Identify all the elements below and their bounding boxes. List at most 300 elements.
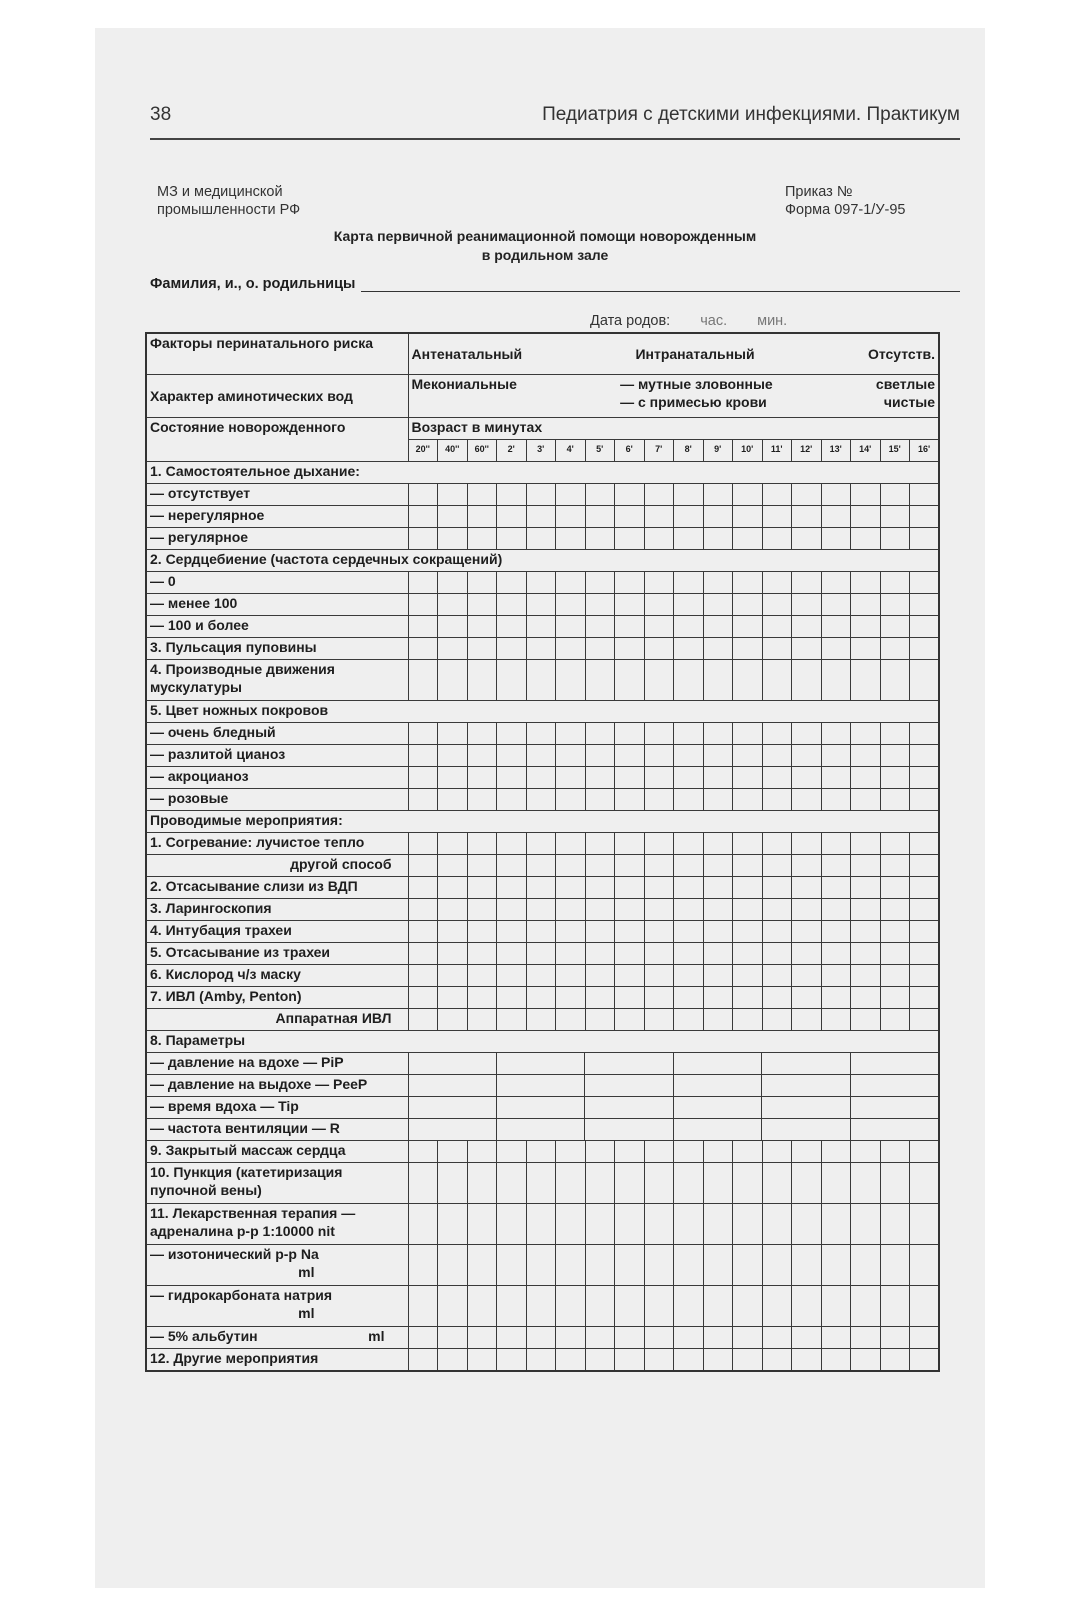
- grid-cell[interactable]: [851, 1163, 881, 1204]
- grid-cell[interactable]: [585, 572, 615, 594]
- grid-cell[interactable]: [821, 1163, 851, 1204]
- grid-cell[interactable]: [467, 877, 497, 899]
- grid-cell[interactable]: [526, 1009, 556, 1031]
- grid-cell[interactable]: [880, 1009, 910, 1031]
- grid-cell[interactable]: [438, 987, 468, 1009]
- grid-cell[interactable]: [408, 767, 438, 789]
- grid-cell[interactable]: [733, 572, 763, 594]
- grid-cell[interactable]: [762, 660, 792, 701]
- grid-cell[interactable]: [851, 745, 881, 767]
- grid-cell[interactable]: [438, 1286, 468, 1327]
- grid-cell[interactable]: [703, 877, 733, 899]
- grid-cell[interactable]: [703, 528, 733, 550]
- grid-cell[interactable]: [497, 1327, 527, 1349]
- grid-cell[interactable]: [467, 767, 497, 789]
- grid-cell[interactable]: [467, 789, 497, 811]
- grid-cell[interactable]: [438, 745, 468, 767]
- grid-cell[interactable]: [467, 833, 497, 855]
- grid-cell[interactable]: [703, 638, 733, 660]
- grid-cell[interactable]: [703, 506, 733, 528]
- grid-cell[interactable]: [526, 594, 556, 616]
- grid-cell[interactable]: [703, 723, 733, 745]
- grid-cell[interactable]: [438, 1141, 468, 1163]
- grid-cell[interactable]: [792, 1204, 822, 1245]
- grid-cell[interactable]: [880, 833, 910, 855]
- grid-cell[interactable]: [821, 833, 851, 855]
- grid-cell[interactable]: [467, 943, 497, 965]
- grid-cell[interactable]: [910, 1245, 940, 1286]
- grid-cell[interactable]: [703, 660, 733, 701]
- grid-cell[interactable]: [674, 789, 704, 811]
- grid-cell[interactable]: [703, 1204, 733, 1245]
- grid-cell[interactable]: [762, 943, 792, 965]
- grid-cell[interactable]: [615, 833, 645, 855]
- grid-cell[interactable]: [408, 745, 438, 767]
- grid-cell[interactable]: [821, 1327, 851, 1349]
- grid-cell[interactable]: [851, 638, 881, 660]
- grid-cell[interactable]: [821, 616, 851, 638]
- grid-cell[interactable]: [644, 1163, 674, 1204]
- grid-cell[interactable]: [644, 745, 674, 767]
- grid-cell[interactable]: [851, 1009, 881, 1031]
- grid-cell[interactable]: [408, 594, 438, 616]
- grid-cell[interactable]: [497, 987, 527, 1009]
- grid-cell[interactable]: [556, 723, 586, 745]
- grid-cell[interactable]: [880, 506, 910, 528]
- grid-cell[interactable]: [556, 638, 586, 660]
- grid-cell[interactable]: [438, 528, 468, 550]
- grid-cell[interactable]: [497, 1245, 527, 1286]
- grid-cell[interactable]: [615, 1327, 645, 1349]
- grid-cell[interactable]: [438, 660, 468, 701]
- grid-cell[interactable]: [762, 1204, 792, 1245]
- grid-cell[interactable]: [762, 594, 792, 616]
- grid-cell[interactable]: [910, 660, 940, 701]
- grid-cell[interactable]: [497, 921, 527, 943]
- grid-cell[interactable]: [674, 616, 704, 638]
- grid-cell[interactable]: [585, 1349, 615, 1372]
- grid-cell[interactable]: [615, 987, 645, 1009]
- grid-cell[interactable]: [880, 638, 910, 660]
- grid-cell[interactable]: [644, 1349, 674, 1372]
- grid-cell[interactable]: [526, 789, 556, 811]
- grid-cell[interactable]: [880, 1245, 910, 1286]
- grid-cell[interactable]: [615, 594, 645, 616]
- grid-cell[interactable]: [615, 1204, 645, 1245]
- grid-cell[interactable]: [408, 660, 438, 701]
- grid-cell[interactable]: [762, 484, 792, 506]
- grid-cell[interactable]: [851, 616, 881, 638]
- grid-cell[interactable]: [792, 1163, 822, 1204]
- grid-cell[interactable]: [733, 1245, 763, 1286]
- grid-cell[interactable]: [792, 789, 822, 811]
- grid-cell[interactable]: [556, 506, 586, 528]
- grid-cell[interactable]: [762, 789, 792, 811]
- grid-cell[interactable]: [556, 987, 586, 1009]
- grid-cell[interactable]: [585, 745, 615, 767]
- grid-cell[interactable]: [762, 638, 792, 660]
- grid-cell[interactable]: [497, 594, 527, 616]
- grid-cell[interactable]: [703, 572, 733, 594]
- grid-cell[interactable]: [910, 572, 940, 594]
- grid-cell[interactable]: [674, 943, 704, 965]
- grid-cell[interactable]: [526, 921, 556, 943]
- grid-cell[interactable]: [821, 1349, 851, 1372]
- grid-cell[interactable]: [438, 1009, 468, 1031]
- grid-cell[interactable]: [644, 1286, 674, 1327]
- grid-cell[interactable]: [615, 855, 645, 877]
- grid-cell[interactable]: [497, 1204, 527, 1245]
- grid-cell[interactable]: [821, 594, 851, 616]
- grid-cell[interactable]: [585, 833, 615, 855]
- grid-cell[interactable]: [762, 572, 792, 594]
- grid-cell[interactable]: [792, 528, 822, 550]
- grid-cell[interactable]: [438, 789, 468, 811]
- grid-cell[interactable]: [585, 1009, 615, 1031]
- grid-cell[interactable]: [497, 572, 527, 594]
- grid-cell[interactable]: [556, 484, 586, 506]
- grid-cell[interactable]: [408, 965, 438, 987]
- grid-cell[interactable]: [467, 921, 497, 943]
- grid-cell[interactable]: [792, 594, 822, 616]
- grid-cell[interactable]: [467, 484, 497, 506]
- grid-cell[interactable]: [910, 723, 940, 745]
- grid-cell[interactable]: [880, 594, 910, 616]
- grid-cell[interactable]: [644, 833, 674, 855]
- param-cells[interactable]: [408, 1075, 939, 1097]
- grid-cell[interactable]: [792, 767, 822, 789]
- grid-cell[interactable]: [526, 899, 556, 921]
- grid-cell[interactable]: [585, 528, 615, 550]
- grid-cell[interactable]: [821, 1286, 851, 1327]
- grid-cell[interactable]: [438, 638, 468, 660]
- grid-cell[interactable]: [880, 1286, 910, 1327]
- grid-cell[interactable]: [467, 1163, 497, 1204]
- grid-cell[interactable]: [467, 594, 497, 616]
- grid-cell[interactable]: [526, 833, 556, 855]
- grid-cell[interactable]: [733, 1349, 763, 1372]
- grid-cell[interactable]: [910, 594, 940, 616]
- grid-cell[interactable]: [851, 723, 881, 745]
- grid-cell[interactable]: [851, 987, 881, 1009]
- param-cells[interactable]: [408, 1097, 939, 1119]
- grid-cell[interactable]: [585, 855, 615, 877]
- grid-cell[interactable]: [526, 1141, 556, 1163]
- grid-cell[interactable]: [497, 1141, 527, 1163]
- grid-cell[interactable]: [497, 877, 527, 899]
- grid-cell[interactable]: [644, 572, 674, 594]
- grid-cell[interactable]: [438, 855, 468, 877]
- grid-cell[interactable]: [556, 833, 586, 855]
- grid-cell[interactable]: [733, 616, 763, 638]
- grid-cell[interactable]: [733, 594, 763, 616]
- grid-cell[interactable]: [615, 506, 645, 528]
- grid-cell[interactable]: [733, 723, 763, 745]
- grid-cell[interactable]: [497, 1163, 527, 1204]
- grid-cell[interactable]: [438, 572, 468, 594]
- grid-cell[interactable]: [438, 723, 468, 745]
- grid-cell[interactable]: [880, 484, 910, 506]
- grid-cell[interactable]: [644, 1009, 674, 1031]
- grid-cell[interactable]: [408, 1204, 438, 1245]
- grid-cell[interactable]: [674, 921, 704, 943]
- grid-cell[interactable]: [674, 833, 704, 855]
- grid-cell[interactable]: [615, 484, 645, 506]
- grid-cell[interactable]: [733, 1327, 763, 1349]
- grid-cell[interactable]: [556, 660, 586, 701]
- grid-cell[interactable]: [615, 616, 645, 638]
- grid-cell[interactable]: [674, 1286, 704, 1327]
- grid-cell[interactable]: [408, 943, 438, 965]
- grid-cell[interactable]: [408, 877, 438, 899]
- grid-cell[interactable]: [821, 877, 851, 899]
- grid-cell[interactable]: [910, 943, 940, 965]
- grid-cell[interactable]: [438, 767, 468, 789]
- grid-cell[interactable]: [526, 506, 556, 528]
- grid-cell[interactable]: [556, 921, 586, 943]
- grid-cell[interactable]: [497, 833, 527, 855]
- grid-cell[interactable]: [408, 1327, 438, 1349]
- grid-cell[interactable]: [762, 965, 792, 987]
- grid-cell[interactable]: [438, 616, 468, 638]
- grid-cell[interactable]: [467, 965, 497, 987]
- grid-cell[interactable]: [585, 877, 615, 899]
- grid-cell[interactable]: [733, 877, 763, 899]
- grid-cell[interactable]: [408, 572, 438, 594]
- grid-cell[interactable]: [703, 899, 733, 921]
- grid-cell[interactable]: [703, 767, 733, 789]
- grid-cell[interactable]: [880, 767, 910, 789]
- grid-cell[interactable]: [585, 484, 615, 506]
- grid-cell[interactable]: [733, 855, 763, 877]
- grid-cell[interactable]: [821, 1141, 851, 1163]
- grid-cell[interactable]: [762, 1163, 792, 1204]
- grid-cell[interactable]: [556, 1204, 586, 1245]
- grid-cell[interactable]: [526, 1204, 556, 1245]
- param-cells[interactable]: [408, 1119, 939, 1141]
- grid-cell[interactable]: [703, 1349, 733, 1372]
- grid-cell[interactable]: [733, 660, 763, 701]
- grid-cell[interactable]: [497, 789, 527, 811]
- grid-cell[interactable]: [821, 899, 851, 921]
- grid-cell[interactable]: [644, 723, 674, 745]
- grid-cell[interactable]: [762, 987, 792, 1009]
- grid-cell[interactable]: [851, 660, 881, 701]
- grid-cell[interactable]: [821, 965, 851, 987]
- grid-cell[interactable]: [526, 1245, 556, 1286]
- grid-cell[interactable]: [762, 833, 792, 855]
- grid-cell[interactable]: [556, 1286, 586, 1327]
- grid-cell[interactable]: [762, 899, 792, 921]
- grid-cell[interactable]: [467, 528, 497, 550]
- grid-cell[interactable]: [438, 594, 468, 616]
- grid-cell[interactable]: [497, 1349, 527, 1372]
- grid-cell[interactable]: [556, 1349, 586, 1372]
- grid-cell[interactable]: [556, 528, 586, 550]
- grid-cell[interactable]: [880, 965, 910, 987]
- grid-cell[interactable]: [910, 1286, 940, 1327]
- grid-cell[interactable]: [585, 943, 615, 965]
- grid-cell[interactable]: [703, 616, 733, 638]
- grid-cell[interactable]: [910, 899, 940, 921]
- grid-cell[interactable]: [733, 528, 763, 550]
- grid-cell[interactable]: [674, 767, 704, 789]
- grid-cell[interactable]: [408, 899, 438, 921]
- grid-cell[interactable]: [792, 1245, 822, 1286]
- grid-cell[interactable]: [526, 1349, 556, 1372]
- grid-cell[interactable]: [408, 921, 438, 943]
- grid-cell[interactable]: [408, 1009, 438, 1031]
- grid-cell[interactable]: [526, 1286, 556, 1327]
- grid-cell[interactable]: [438, 1204, 468, 1245]
- grid-cell[interactable]: [585, 638, 615, 660]
- grid-cell[interactable]: [526, 528, 556, 550]
- grid-cell[interactable]: [880, 943, 910, 965]
- grid-cell[interactable]: [821, 921, 851, 943]
- grid-cell[interactable]: [408, 987, 438, 1009]
- grid-cell[interactable]: [851, 899, 881, 921]
- grid-cell[interactable]: [467, 572, 497, 594]
- grid-cell[interactable]: [733, 745, 763, 767]
- grid-cell[interactable]: [438, 899, 468, 921]
- grid-cell[interactable]: [615, 660, 645, 701]
- grid-cell[interactable]: [703, 1245, 733, 1286]
- grid-cell[interactable]: [467, 1245, 497, 1286]
- grid-cell[interactable]: [615, 572, 645, 594]
- grid-cell[interactable]: [585, 1245, 615, 1286]
- grid-cell[interactable]: [644, 1141, 674, 1163]
- grid-cell[interactable]: [644, 1204, 674, 1245]
- grid-cell[interactable]: [526, 572, 556, 594]
- grid-cell[interactable]: [762, 1245, 792, 1286]
- grid-cell[interactable]: [674, 1141, 704, 1163]
- grid-cell[interactable]: [615, 943, 645, 965]
- surname-field[interactable]: [361, 277, 960, 292]
- grid-cell[interactable]: [674, 987, 704, 1009]
- grid-cell[interactable]: [703, 855, 733, 877]
- grid-cell[interactable]: [762, 1286, 792, 1327]
- grid-cell[interactable]: [821, 723, 851, 745]
- grid-cell[interactable]: [408, 616, 438, 638]
- grid-cell[interactable]: [851, 965, 881, 987]
- grid-cell[interactable]: [821, 638, 851, 660]
- grid-cell[interactable]: [644, 484, 674, 506]
- grid-cell[interactable]: [556, 1245, 586, 1286]
- grid-cell[interactable]: [644, 767, 674, 789]
- grid-cell[interactable]: [821, 943, 851, 965]
- grid-cell[interactable]: [792, 745, 822, 767]
- grid-cell[interactable]: [585, 594, 615, 616]
- grid-cell[interactable]: [615, 921, 645, 943]
- grid-cell[interactable]: [585, 987, 615, 1009]
- grid-cell[interactable]: [467, 1349, 497, 1372]
- grid-cell[interactable]: [674, 484, 704, 506]
- grid-cell[interactable]: [733, 1286, 763, 1327]
- grid-cell[interactable]: [910, 638, 940, 660]
- grid-cell[interactable]: [674, 1327, 704, 1349]
- grid-cell[interactable]: [467, 855, 497, 877]
- grid-cell[interactable]: [438, 943, 468, 965]
- grid-cell[interactable]: [556, 594, 586, 616]
- grid-cell[interactable]: [674, 660, 704, 701]
- grid-cell[interactable]: [615, 1286, 645, 1327]
- grid-cell[interactable]: [674, 528, 704, 550]
- grid-cell[interactable]: [497, 767, 527, 789]
- grid-cell[interactable]: [910, 484, 940, 506]
- grid-cell[interactable]: [762, 1349, 792, 1372]
- grid-cell[interactable]: [703, 943, 733, 965]
- grid-cell[interactable]: [821, 767, 851, 789]
- grid-cell[interactable]: [438, 1349, 468, 1372]
- grid-cell[interactable]: [615, 1009, 645, 1031]
- grid-cell[interactable]: [644, 638, 674, 660]
- grid-cell[interactable]: [880, 723, 910, 745]
- grid-cell[interactable]: [644, 616, 674, 638]
- grid-cell[interactable]: [762, 506, 792, 528]
- grid-cell[interactable]: [703, 833, 733, 855]
- grid-cell[interactable]: [674, 965, 704, 987]
- grid-cell[interactable]: [615, 877, 645, 899]
- grid-cell[interactable]: [408, 638, 438, 660]
- grid-cell[interactable]: [526, 1163, 556, 1204]
- grid-cell[interactable]: [880, 745, 910, 767]
- grid-cell[interactable]: [408, 528, 438, 550]
- grid-cell[interactable]: [615, 789, 645, 811]
- grid-cell[interactable]: [880, 616, 910, 638]
- grid-cell[interactable]: [585, 789, 615, 811]
- grid-cell[interactable]: [880, 1327, 910, 1349]
- grid-cell[interactable]: [733, 506, 763, 528]
- grid-cell[interactable]: [733, 484, 763, 506]
- grid-cell[interactable]: [851, 1245, 881, 1286]
- grid-cell[interactable]: [467, 638, 497, 660]
- grid-cell[interactable]: [615, 723, 645, 745]
- grid-cell[interactable]: [644, 921, 674, 943]
- grid-cell[interactable]: [703, 1009, 733, 1031]
- grid-cell[interactable]: [674, 572, 704, 594]
- grid-cell[interactable]: [408, 833, 438, 855]
- grid-cell[interactable]: [851, 484, 881, 506]
- grid-cell[interactable]: [615, 1141, 645, 1163]
- grid-cell[interactable]: [792, 855, 822, 877]
- grid-cell[interactable]: [526, 855, 556, 877]
- grid-cell[interactable]: [556, 1009, 586, 1031]
- grid-cell[interactable]: [644, 660, 674, 701]
- grid-cell[interactable]: [497, 506, 527, 528]
- grid-cell[interactable]: [497, 745, 527, 767]
- grid-cell[interactable]: [821, 484, 851, 506]
- grid-cell[interactable]: [792, 877, 822, 899]
- grid-cell[interactable]: [733, 1204, 763, 1245]
- grid-cell[interactable]: [408, 484, 438, 506]
- grid-cell[interactable]: [556, 877, 586, 899]
- grid-cell[interactable]: [644, 965, 674, 987]
- grid-cell[interactable]: [674, 855, 704, 877]
- grid-cell[interactable]: [585, 1163, 615, 1204]
- grid-cell[interactable]: [910, 767, 940, 789]
- grid-cell[interactable]: [615, 1163, 645, 1204]
- grid-cell[interactable]: [762, 1141, 792, 1163]
- grid-cell[interactable]: [585, 965, 615, 987]
- grid-cell[interactable]: [556, 855, 586, 877]
- grid-cell[interactable]: [880, 572, 910, 594]
- grid-cell[interactable]: [674, 745, 704, 767]
- grid-cell[interactable]: [408, 1163, 438, 1204]
- grid-cell[interactable]: [762, 528, 792, 550]
- grid-cell[interactable]: [615, 767, 645, 789]
- grid-cell[interactable]: [733, 1141, 763, 1163]
- grid-cell[interactable]: [674, 1009, 704, 1031]
